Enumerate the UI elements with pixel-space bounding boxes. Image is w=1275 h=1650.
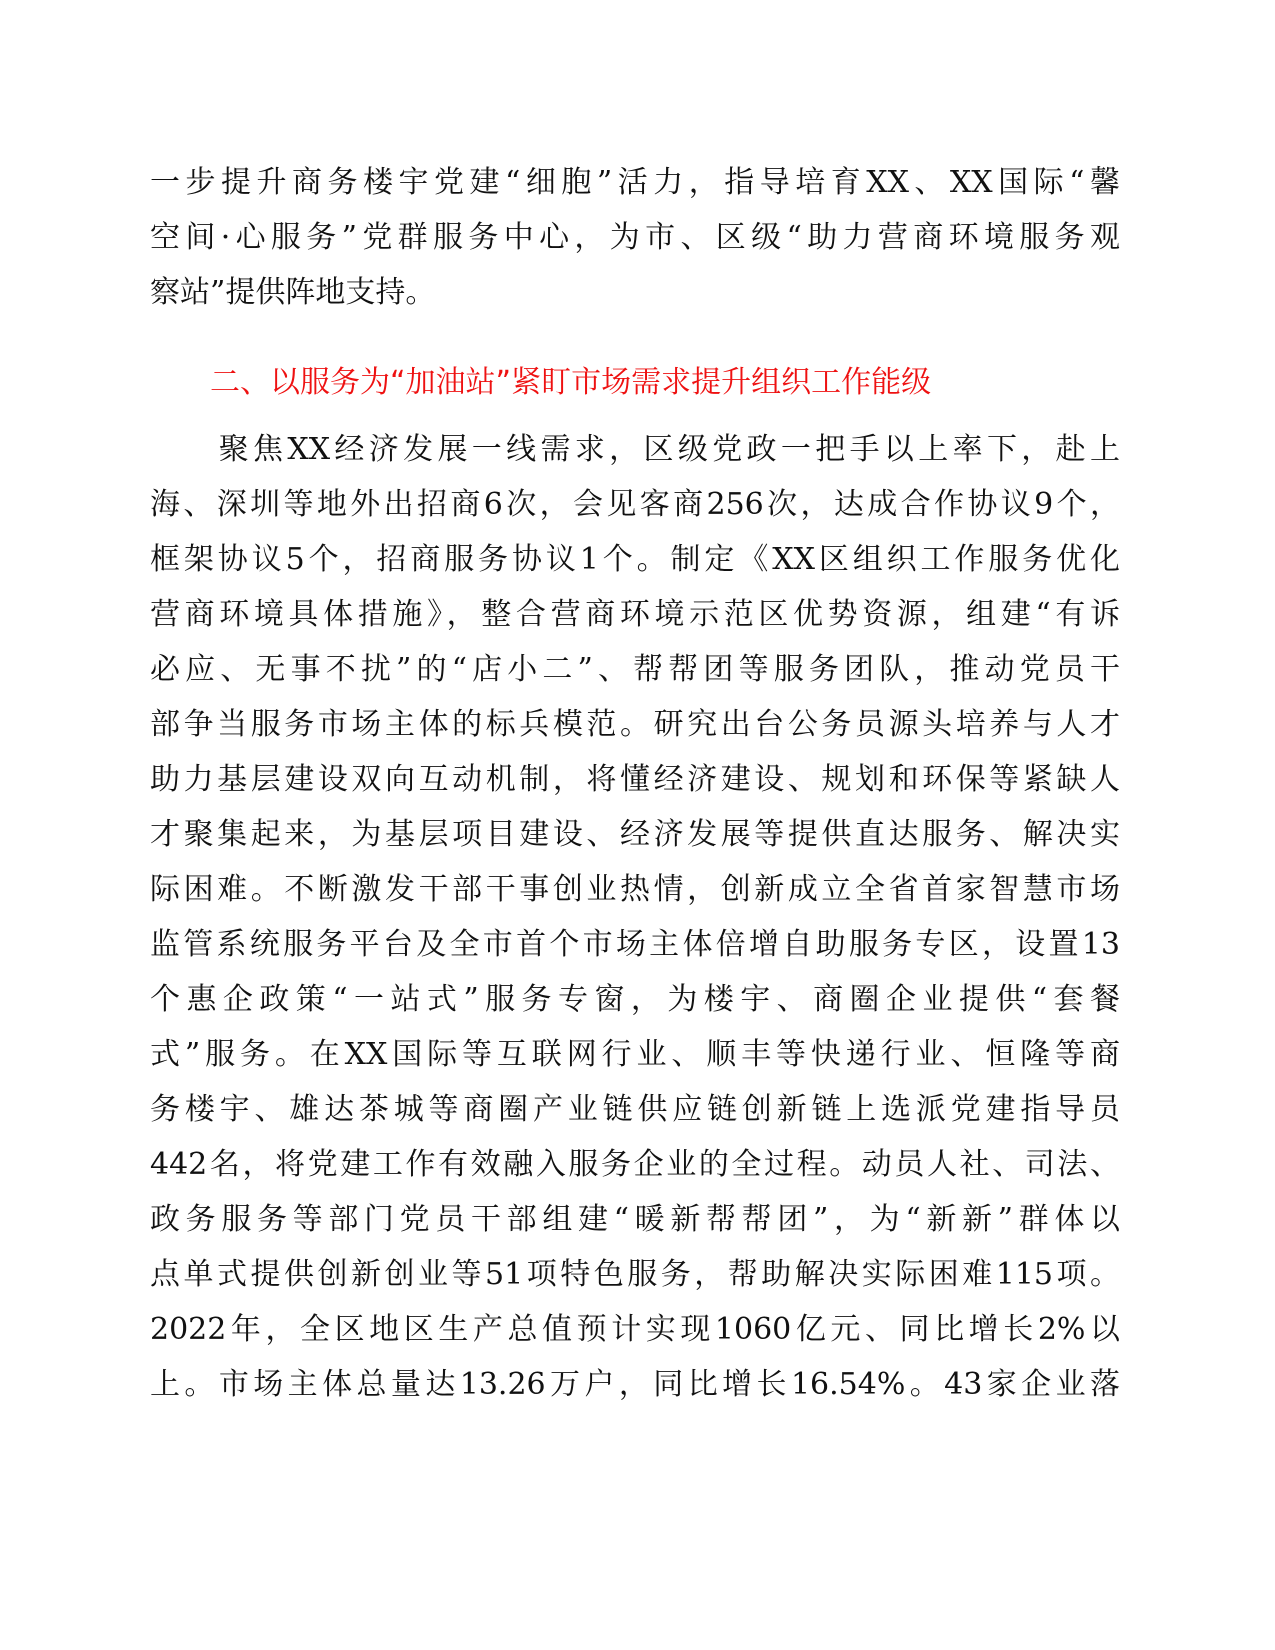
- section-line-14: 442名，将党建工作有效融入服务企业的全过程。动员人社、司法、: [150, 1147, 1120, 1182]
- section-line-10: 监管系统服务平台及全市首个市场主体倍增自助服务专区，设置13: [150, 927, 1120, 962]
- section-line-11: 个惠企政策“一站式”服务专窗，为楼宇、商圈企业提供“套餐: [150, 982, 1120, 1017]
- section-line-16: 点单式提供创新创业等51项特色服务，帮助解决实际困难115项。: [150, 1257, 1120, 1292]
- section-line-15: 政务服务等部门党员干部组建“暖新帮帮团”，为“新新”群体以: [150, 1202, 1120, 1237]
- section-line-13: 务楼宇、雄达茶城等商圈产业链供应链创新链上选派党建指导员: [150, 1092, 1120, 1127]
- section-line-17: 2022年，全区地区生产总值预计实现1060亿元、同比增长2%以: [150, 1312, 1120, 1347]
- section-line-6: 部争当服务市场主体的标兵模范。研究出台公务员源头培养与人才: [150, 707, 1120, 742]
- section-line-7: 助力基层建设双向互动机制，将懂经济建设、规划和环保等紧缺人: [150, 762, 1120, 797]
- section-line-9: 际困难。不断激发干部干事创业热情，创新成立全省首家智慧市场: [150, 872, 1120, 907]
- section-line-5: 必应、无事不扰”的“店小二”、帮帮团等服务团队，推动党员干: [150, 652, 1120, 687]
- section-line-18: 上。市场主体总量达13.26万户，同比增长16.54%。43家企业落: [150, 1367, 1120, 1402]
- section-line-12: 式”服务。在XX国际等互联网行业、顺丰等快递行业、恒隆等商: [150, 1037, 1120, 1072]
- intro-line-3: 察站”提供阵地支持。: [150, 275, 436, 310]
- section-heading: 二、以服务为“加油站”紧盯市场需求提升组织工作能级: [210, 365, 932, 400]
- section-line-4: 营商环境具体措施》，整合营商环境示范区优势资源，组建“有诉: [150, 597, 1120, 632]
- section-line-2: 海、深圳等地外出招商6次，会见客商256次，达成合作协议9个，: [150, 487, 1120, 522]
- intro-line-1: 一步提升商务楼宇党建“细胞”活力，指导培育XX、XX国际“馨: [150, 165, 1120, 200]
- section-line-3: 框架协议5个，招商服务协议1个。制定《XX区组织工作服务优化: [150, 542, 1120, 577]
- section-line-1: 聚焦XX经济发展一线需求，区级党政一把手以上率下，赴上: [150, 432, 1120, 467]
- section-line-8: 才聚集起来，为基层项目建设、经济发展等提供直达服务、解决实: [150, 817, 1120, 852]
- intro-line-2: 空间·心服务”党群服务中心，为市、区级“助力营商环境服务观: [150, 220, 1120, 255]
